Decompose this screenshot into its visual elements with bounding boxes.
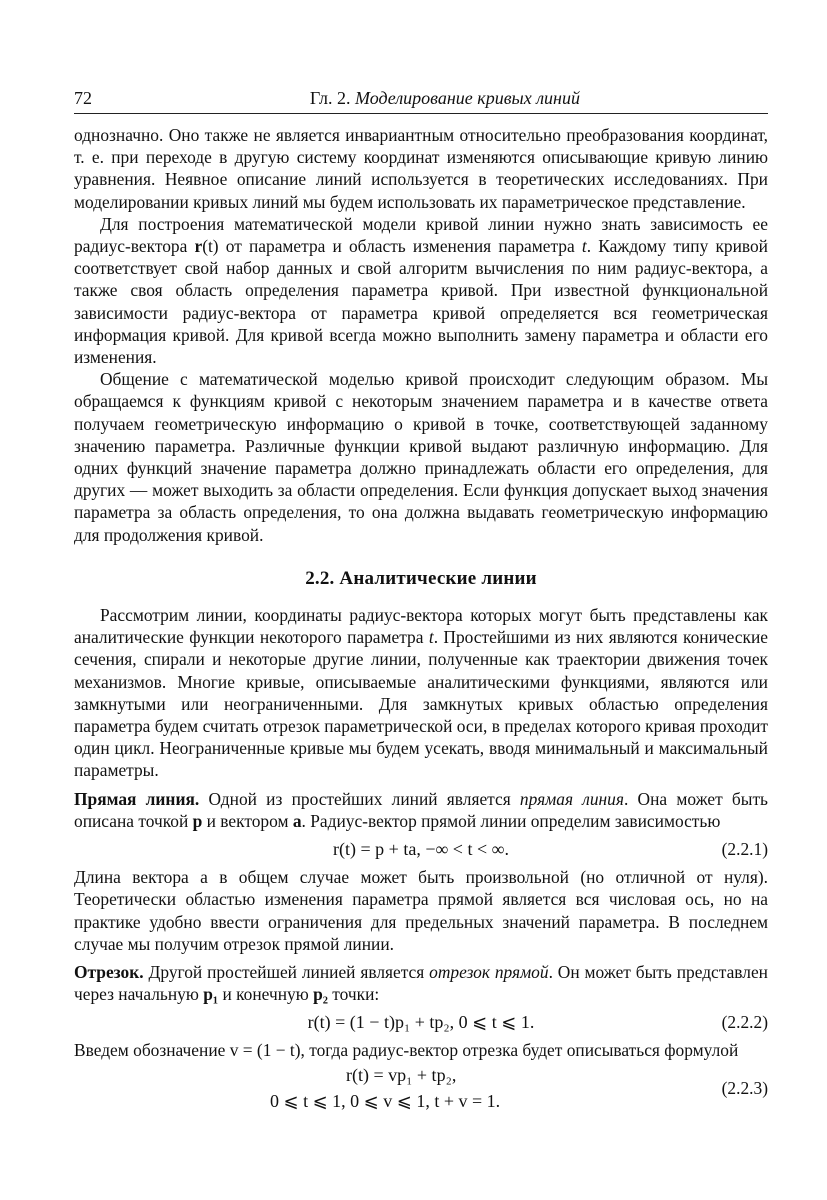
p2-param-t: t	[581, 236, 587, 257]
equation-line-2: 0 ⩽ t ⩽ 1, 0 ⩽ v ⩽ 1, t + v = 1.	[270, 1090, 501, 1111]
page-number: 72	[74, 88, 92, 108]
segment-text-4: точки:	[327, 984, 380, 1005]
segment-term: отрезок прямой	[429, 961, 549, 982]
p2-text-a: Для построения математической модели кривой линии нужно знать зависимость ее радиус-вектора	[74, 213, 768, 257]
equation-line-1: r(t) = vp₁ + tp₂,	[346, 1064, 457, 1085]
segment-text-3: и конечную	[218, 984, 314, 1005]
running-header	[74, 88, 768, 114]
line-term: прямая линия	[519, 788, 624, 809]
segment-text-2: . Он может быть представлен через начальную	[74, 961, 768, 1005]
segment-point-p2: p₂	[313, 984, 328, 1005]
segment-runin-heading: Отрезок.	[74, 961, 144, 982]
page-body	[74, 124, 768, 1122]
segment-text-1: Другой простейшей линией является	[143, 961, 430, 982]
chapter-title: Моделирование кривых линий	[354, 88, 580, 108]
section-heading: 2.2. Аналитические линии	[305, 567, 537, 589]
p2-text-c: . Каждому типу кривой соответствует свой набор данных и свой алгоритм вычисления по ним радиус-вектора, а также своя область определения параметра кривой. При известной функциональной зависимости радиус-вектора от параметра кривой определяется вся геометрическая информация кривой. Для кривой всегда можно выполнить замену параметра и области его изменения.	[74, 236, 768, 368]
paragraph-3: Общение с математической моделью кривой происходит следующим образом. Мы обращаемся к функциям кривой с некоторым значением параметра и в качестве ответа получаем геометрическую информацию о кривой в точке, соответствующей заданному значению параметра. Различные функции кривой выдают различную информацию. Для одних функций значение параметра должно принадлежать области его определения, для других — может выходить за области определения. Если функция допускает выход значения параметра за область определения, то она должна выдавать геометрическую информацию для продолжения кривой.	[74, 369, 768, 545]
line-point-p: p	[192, 810, 203, 831]
equation-formula: r(t) = p + ta, −∞ < t < ∞.	[333, 838, 509, 859]
line-runin-heading: Прямая линия.	[74, 788, 200, 809]
equation-formula: r(t) = (1 − t)p₁ + tp₂, 0 ⩽ t ⩽ 1.	[307, 1012, 535, 1033]
running-title	[310, 88, 580, 109]
segment-paragraph	[74, 961, 768, 1005]
segment-intro-paragraph: Введем обозначение v = (1 − t), тогда радиус-вектор отрезка будет описываться формулой	[74, 1040, 739, 1061]
paragraph-2	[74, 213, 768, 368]
paragraph-1: однозначно. Оно также не является инвариантным относительно преобразования координат, т. е. при переходе в другую систему координат изменяются описывающие кривую линию уравнения. Неявное описание линий используется в теоретических исследованиях. При моделировании кривых линий мы будем использовать их параметрическое представление.	[74, 125, 768, 212]
p2-vector-r: r	[194, 236, 203, 257]
line-vector-a: a	[292, 810, 302, 831]
equation-number: (2.2.1)	[721, 838, 768, 859]
p4-text-b: . Простейшими из них являются конические сечения, спирали и некоторые другие линии, полученные как траектории движения точек механизмов. Многие кривые, описываемые аналитическими функциями, являются или замкнутыми или неограниченными. Для замкнутых кривых областью определения параметра будем считать отрезок параметрической оси, в пределах которого кривая проходит один цикл. Неограниченные кривые мы будем усекать, вводя минимальный и максимальный параметры.	[74, 627, 768, 781]
line-text-2: . Она может быть описана точкой	[74, 788, 768, 831]
line-text-3: и вектором	[202, 810, 293, 831]
line-after-paragraph: Длина вектора a в общем случае может быть произвольной (но отличной от нуля). Теоретически областью изменения параметра прямой является вся числовая ось, но на практике удобно ввести ограничения для предельных значений параметра. В последнем случае мы получим отрезок прямой линии.	[74, 867, 768, 954]
p2-text-b: от параметра и область изменения параметра	[218, 236, 582, 257]
equation-number: (2.2.3)	[721, 1077, 768, 1098]
p2-arg-t: (t)	[202, 236, 219, 257]
paragraph-4	[74, 604, 768, 782]
page	[74, 88, 768, 1126]
line-text-1: Одной из простейших линий является	[199, 788, 520, 809]
p4-param-t: t	[428, 627, 434, 648]
equation-number: (2.2.2)	[721, 1012, 768, 1033]
segment-point-p1: p₁	[203, 984, 219, 1005]
equation-2-2-3	[74, 1064, 768, 1122]
equation-2-2-2	[74, 1005, 768, 1039]
equation-2-2-1	[74, 832, 768, 866]
chapter-label: Гл. 2.	[309, 88, 351, 108]
line-text-4: . Радиус-вектор прямой линии определим зависимостью	[301, 810, 721, 831]
p4-text-a: Рассмотрим линии, координаты радиус-вектора которых могут быть представлены как аналитические функции некоторого параметра	[74, 605, 768, 648]
line-paragraph	[74, 788, 768, 832]
